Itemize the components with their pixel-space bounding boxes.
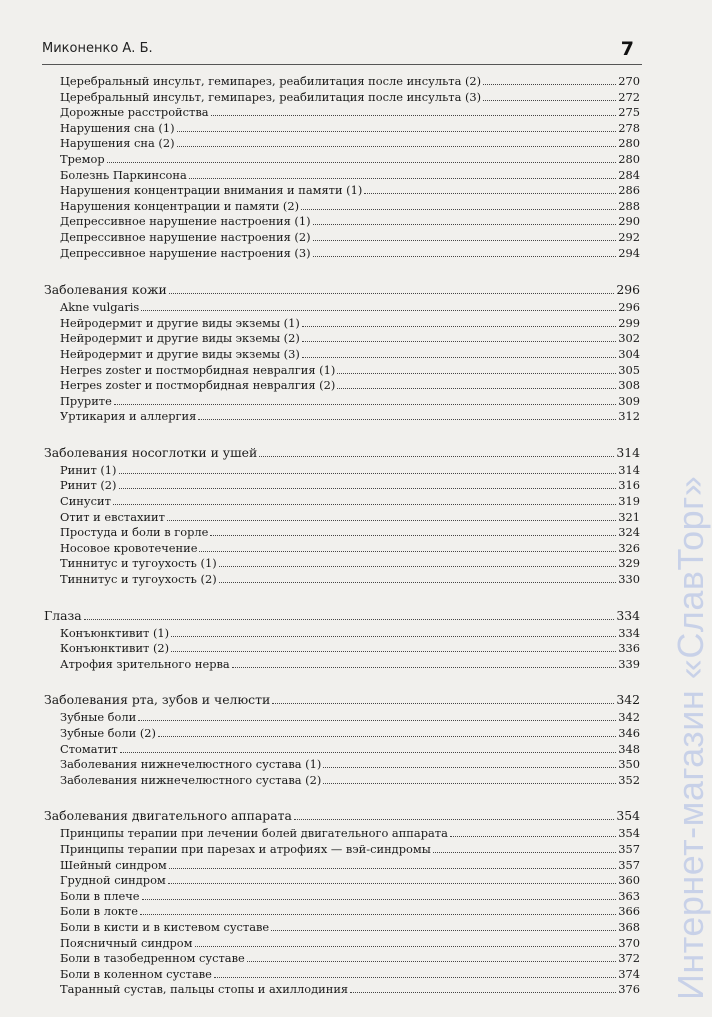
dot-leader (167, 510, 616, 521)
toc-entry-title: Простуда и боли в горле (60, 525, 209, 540)
toc-entry-title: Церебральный инсульт, гемипарез, реабилитация после инсульта (3) (60, 89, 482, 104)
toc-entry-title: Боли в локте (60, 904, 138, 919)
toc-entry-title: Грудной синдром (60, 873, 166, 888)
dot-leader (169, 858, 616, 869)
toc-entry-title: Отит и евстахиит (60, 509, 165, 524)
toc-entry (44, 463, 640, 479)
dot-leader (171, 626, 616, 637)
toc-section (44, 807, 640, 998)
toc-entry-title: Herpes zoster и постморбидная невралгия (2) (60, 378, 336, 393)
toc-entry-title: Прурите (60, 393, 112, 408)
dot-leader (259, 446, 614, 457)
toc-entry-page: 321 (618, 509, 640, 524)
toc-entry-page: 336 (618, 641, 640, 656)
toc-entry-title: Заболевания рта, зубов и челюсти (44, 692, 271, 708)
toc-entry (44, 136, 640, 152)
dot-leader (210, 525, 616, 536)
toc-entry-page: 296 (616, 282, 640, 298)
dot-leader (107, 152, 616, 163)
toc-entry-page: 342 (618, 710, 640, 725)
toc-entry-title: Дорожные расстройства (60, 105, 209, 120)
dot-leader (119, 478, 617, 489)
toc-entry-page: 363 (618, 888, 640, 903)
toc-entry-title: Ринит (2) (60, 478, 117, 493)
toc-entry-page: 346 (618, 726, 640, 740)
toc-entry (44, 889, 640, 905)
toc-entry-title: Депрессивное нарушение настроения (3) (60, 245, 311, 260)
toc-entry-page: 334 (616, 607, 640, 623)
dot-leader (294, 809, 614, 820)
toc-entry-title: Стоматит (60, 741, 118, 756)
toc-entry-page: 286 (618, 183, 640, 198)
toc-entry-page: 376 (618, 982, 640, 997)
header-rule (42, 64, 642, 65)
dot-leader (302, 331, 616, 342)
toc-entry (44, 478, 640, 494)
toc-entry (44, 982, 640, 998)
toc-entry-title: Akne vulgaris (60, 300, 140, 315)
dot-leader (313, 246, 616, 257)
toc-entry-title: Нарушения концентрации и памяти (2) (60, 198, 300, 213)
dot-leader (171, 641, 616, 652)
dot-leader (337, 363, 616, 374)
toc-entry-page: 350 (618, 757, 640, 772)
dot-leader (199, 541, 616, 552)
dot-leader (84, 609, 615, 620)
toc-entry (44, 541, 640, 557)
dot-leader (323, 757, 616, 768)
toc-entry-title: Синусит (60, 494, 111, 509)
toc-entry-page: 296 (618, 300, 640, 315)
dot-leader (114, 394, 616, 405)
toc-entry-title: Нейродермит и другие виды экземы (1) (60, 315, 300, 330)
toc-section-heading (44, 607, 640, 624)
toc-entry-page: 354 (618, 826, 640, 841)
toc-entry-title: Боли в плече (60, 888, 140, 903)
toc-entry-page: 280 (618, 151, 640, 166)
toc-entry-page: 357 (618, 857, 640, 872)
toc-entry (44, 742, 640, 758)
toc-entry-page: 352 (618, 772, 640, 787)
toc-entry (44, 199, 640, 215)
toc-section-heading (44, 281, 640, 298)
toc-entry-title: Уртикария и аллергия (60, 409, 197, 424)
toc-entry (44, 347, 640, 363)
dot-leader (483, 74, 616, 85)
toc-entry-title: Болезнь Паркинсона (60, 167, 187, 182)
toc-entry-title: Носовое кровотечение (60, 540, 198, 555)
toc-entry (44, 409, 640, 425)
toc-entry (44, 641, 640, 657)
dot-leader (247, 951, 616, 962)
toc-entry-page: 309 (618, 393, 640, 408)
toc-entry-title: Боли в тазобедренном суставе (60, 951, 245, 966)
toc-entry-title: Herpes zoster и постморбидная невралгия (1) (60, 362, 336, 377)
page-number: 7 (620, 38, 634, 60)
dot-leader (120, 742, 616, 753)
dot-leader (350, 982, 616, 993)
toc-entry-title: Боли в коленном суставе (60, 966, 212, 981)
toc-entry-title: Шейный синдром (60, 857, 167, 872)
table-of-contents (44, 74, 640, 1017)
toc-entry-page: 324 (618, 525, 640, 540)
toc-entry (44, 556, 640, 572)
toc-entry-title: Боли в кисти и в кистевом суставе (60, 919, 270, 934)
dot-leader (450, 826, 616, 837)
toc-entry (44, 105, 640, 121)
toc-entry-page: 299 (618, 315, 640, 330)
dot-leader (177, 136, 616, 147)
toc-entry-title: Принципы терапии при парезах и атрофиях — вэй-синдромы (60, 841, 431, 856)
toc-entry-page: 370 (618, 935, 640, 950)
toc-entry (44, 757, 640, 773)
toc-entry-title: Нарушения концентрации внимания и памяти (1) (60, 183, 363, 198)
dot-leader (313, 230, 616, 241)
toc-entry-title: Заболевания нижнечелюстного сустава (2) (60, 772, 322, 787)
toc-entry (44, 936, 640, 952)
toc-section-heading (44, 444, 640, 461)
dot-leader (323, 773, 616, 784)
toc-entry-title: Тиннитус и тугоухость (1) (60, 556, 217, 571)
dot-leader (271, 920, 616, 931)
toc-entry-page: 374 (618, 966, 640, 981)
toc-entry-title: Конъюнктивит (1) (60, 625, 170, 640)
toc-entry-page: 326 (618, 540, 640, 555)
toc-entry (44, 626, 640, 642)
dot-leader (433, 842, 616, 853)
dot-leader (219, 556, 616, 567)
toc-entry (44, 90, 640, 106)
toc-entry-title: Тремор (60, 151, 105, 166)
toc-section-heading (44, 691, 640, 708)
toc-entry-page: 354 (616, 808, 640, 824)
toc-entry (44, 230, 640, 246)
toc-entry-page: 288 (618, 198, 640, 213)
toc-entry-page: 316 (618, 478, 640, 493)
toc-entry (44, 842, 640, 858)
dot-leader (140, 904, 616, 915)
toc-entry-title: Заболевания двигательного аппарата (44, 808, 292, 824)
dot-leader (219, 572, 616, 583)
toc-entry-page: 314 (618, 462, 640, 477)
toc-entry-page: 360 (618, 873, 640, 888)
toc-entry-page: 319 (618, 494, 640, 509)
toc-section (44, 444, 640, 588)
toc-entry (44, 904, 640, 920)
toc-entry (44, 246, 640, 262)
toc-entry-page: 275 (618, 105, 640, 120)
toc-entry-page: 292 (618, 229, 640, 244)
dot-leader (232, 657, 616, 668)
toc-entry-page: 334 (618, 625, 640, 640)
toc-entry (44, 726, 640, 742)
toc-entry-title: Нарушения сна (1) (60, 120, 175, 135)
toc-entry-title: Нарушения сна (2) (60, 136, 175, 151)
toc-entry (44, 168, 640, 184)
toc-entry-page: 302 (618, 331, 640, 346)
toc-entry-title: Нейродермит и другие виды экземы (2) (60, 331, 300, 346)
toc-entry-page: 304 (618, 346, 640, 361)
toc-entry-page: 312 (618, 409, 640, 424)
toc-entry-page: 342 (616, 692, 640, 708)
toc-entry-title: Зубные боли (60, 710, 137, 725)
toc-section-heading (44, 807, 640, 824)
toc-entry-title: Депрессивное нарушение настроения (2) (60, 229, 311, 244)
toc-entry-page: 294 (618, 245, 640, 260)
toc-entry (44, 510, 640, 526)
toc-entry-page: 272 (618, 89, 640, 104)
toc-entry-title: Депрессивное нарушение настроения (1) (60, 214, 311, 229)
toc-entry-title: Конъюнктивит (2) (60, 641, 170, 656)
toc-entry (44, 967, 640, 983)
dot-leader (195, 936, 616, 947)
toc-entry (44, 316, 640, 332)
toc-entry (44, 183, 640, 199)
toc-entry-title: Заболевания нижнечелюстного сустава (1) (60, 757, 322, 772)
toc-entry (44, 920, 640, 936)
dot-leader (272, 693, 614, 704)
dot-leader (138, 710, 616, 721)
toc-entry-page: 270 (618, 74, 640, 88)
toc-entry-page: 314 (616, 444, 640, 460)
dot-leader (483, 90, 616, 101)
dot-leader (142, 889, 616, 900)
dot-leader (177, 121, 616, 132)
toc-entry (44, 121, 640, 137)
toc-entry-page: 368 (618, 919, 640, 934)
toc-section (44, 281, 640, 425)
toc-entry (44, 378, 640, 394)
toc-entry (44, 525, 640, 541)
toc-entry (44, 214, 640, 230)
toc-entry (44, 572, 640, 588)
dot-leader (364, 183, 616, 194)
toc-entry-page: 339 (618, 656, 640, 671)
toc-entry-title: Глаза (44, 607, 82, 623)
toc-entry (44, 152, 640, 168)
toc-entry-page: 290 (618, 214, 640, 229)
dot-leader (158, 726, 616, 737)
toc-entry-page: 366 (618, 904, 640, 919)
watermark: Интернет-магазин «СлавТорг» (670, 475, 711, 1000)
toc-entry-title: Заболевания носоглотки и ушей (44, 444, 258, 460)
toc-entry-page: 278 (618, 120, 640, 135)
toc-entry-title: Поясничный синдром (60, 935, 193, 950)
toc-entry (44, 300, 640, 316)
toc-entry-page: 305 (618, 362, 640, 377)
toc-entry (44, 657, 640, 673)
toc-entry-title: Зубные боли (2) (60, 726, 156, 740)
toc-entry-title: Принципы терапии при лечении болей двигательного аппарата (60, 826, 448, 841)
toc-entry-title: Нейродермит и другие виды экземы (3) (60, 346, 300, 361)
toc-entry (44, 74, 640, 90)
dot-leader (198, 409, 616, 420)
dot-leader (302, 347, 616, 358)
toc-entry-page: 308 (618, 378, 640, 393)
toc-entry (44, 873, 640, 889)
toc-entry-page: 372 (618, 951, 640, 966)
toc-entry-page: 284 (618, 167, 640, 182)
toc-entry (44, 951, 640, 967)
toc-entry (44, 826, 640, 842)
toc-entry-page: 330 (618, 572, 640, 587)
toc-entry-title: Заболевания кожи (44, 282, 167, 298)
toc-entry (44, 494, 640, 510)
dot-leader (337, 378, 616, 389)
dot-leader (301, 199, 616, 210)
toc-entry (44, 858, 640, 874)
dot-leader (119, 463, 617, 474)
dot-leader (313, 214, 616, 225)
toc-entry-title: Ринит (1) (60, 462, 117, 477)
toc-entry-page: 348 (618, 741, 640, 756)
toc-entry (44, 331, 640, 347)
dot-leader (168, 873, 616, 884)
toc-entry-page: 357 (618, 841, 640, 856)
dot-leader (141, 300, 616, 311)
toc-entry-title: Церебральный инсульт, гемипарез, реабилитация после инсульта (2) (60, 74, 482, 88)
toc-entry-title: Таранный сустав, пальцы стопы и ахиллодиния (60, 982, 349, 997)
toc-entry (44, 363, 640, 379)
dot-leader (302, 316, 616, 327)
dot-leader (169, 283, 615, 294)
dot-leader (211, 105, 616, 116)
toc-entry-page: 280 (618, 136, 640, 151)
toc-section (44, 691, 640, 788)
toc-section (44, 607, 640, 673)
toc-entry (44, 394, 640, 410)
page-header (42, 40, 638, 66)
toc-entry-title: Тиннитус и тугоухость (2) (60, 572, 217, 587)
toc-entry-page: 329 (618, 556, 640, 571)
dot-leader (189, 168, 616, 179)
toc-entry-title: Атрофия зрительного нерва (60, 656, 230, 671)
toc-entry (44, 773, 640, 789)
author-name: Миконенко А. Б. (42, 41, 153, 56)
dot-leader (113, 494, 616, 505)
toc-entry (44, 710, 640, 726)
toc-section (44, 74, 640, 261)
dot-leader (214, 967, 616, 978)
